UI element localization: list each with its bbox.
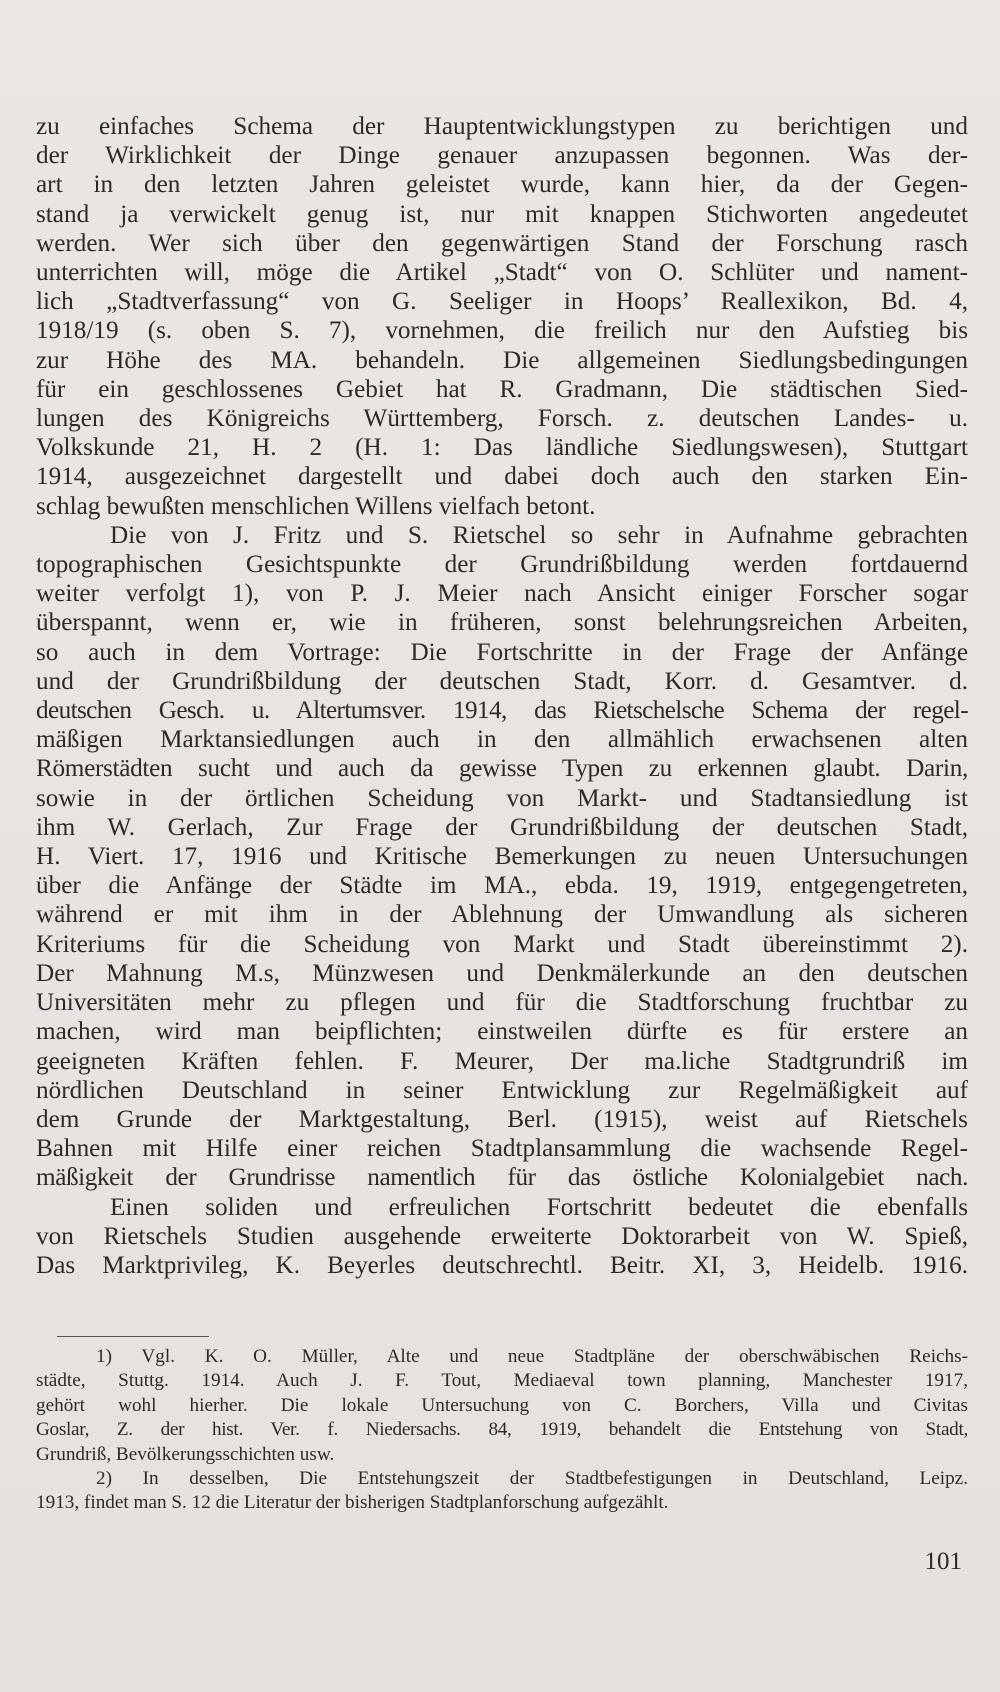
- footnote-divider: [57, 1336, 209, 1337]
- text-line: ihm W. Gerlach, Zur Frage der Grundrißbildung der deutschen Stadt,: [36, 813, 968, 841]
- text-line: unterrichten will, möge die Artikel „Stadt“ von O. Schlüter und nament-: [36, 259, 968, 287]
- text-line: nördlichen Deutschland in seiner Entwicklung zur Regelmäßigkeit auf: [36, 1076, 968, 1104]
- text-line: dem Grunde der Marktgestaltung, Berl. (1915), weist auf Rietschels: [36, 1105, 968, 1133]
- text-line: Der Mahnung M.s, Münzwesen und Denkmälerkunde an den deutschen: [36, 959, 968, 987]
- text-line: Die von J. Fritz und S. Rietschel so sehr in Aufnahme gebrachten: [110, 521, 968, 549]
- text-line: und der Grundrißbildung der deutschen Stadt, Korr. d. Gesamtver. d.: [36, 667, 968, 695]
- text-line: weiter verfolgt 1), von P. J. Meier nach Ansicht einiger Forscher sogar: [36, 580, 968, 608]
- page-number: 101: [924, 1548, 962, 1575]
- text-line: von Rietschels Studien ausgehende erweiterte Doktorarbeit von W. Spieß,: [36, 1222, 968, 1250]
- text-line: mäßigkeit der Grundrisse namentlich für das östliche Kolonialgebiet nach.: [36, 1164, 968, 1192]
- text-line: sowie in der örtlichen Scheidung von Markt- und Stadtansiedlung ist: [36, 784, 968, 812]
- text-line: über die Anfänge der Städte im MA., ebda. 19, 1919, entgegengetreten,: [36, 872, 968, 900]
- footnote-line: gehört wohl hierher. Die lokale Untersuchung von C. Borchers, Villa und Civitas: [36, 1394, 968, 1416]
- text-line: Das Marktprivileg, K. Beyerles deutschrechtl. Beitr. XI, 3, Heidelb. 1916.: [36, 1251, 968, 1279]
- text-line: Römerstädten sucht und auch da gewisse Typen zu erkennen glaubt. Darin,: [36, 755, 968, 783]
- text-line: topographischen Gesichtspunkte der Grundrißbildung werden fortdauernd: [36, 551, 968, 579]
- text-line: 1914, ausgezeichnet dargestellt und dabei doch auch den starken Ein-: [36, 463, 968, 491]
- text-line: der Wirklichkeit der Dinge genauer anzupassen begonnen. Was der-: [36, 142, 968, 170]
- footnotes: [36, 1345, 968, 1516]
- text-line: schlag bewußten menschlichen Willens vielfach betont.: [36, 492, 596, 520]
- footnote-line: Goslar, Z. der hist. Ver. f. Niedersachs. 84, 1919, behandelt die Entstehung von Stadt,: [36, 1419, 968, 1441]
- text-line: werden. Wer sich über den gegenwärtigen Stand der Forschung rasch: [36, 229, 968, 257]
- text-line: lich „Stadtverfassung“ von G. Seeliger in Hoops’ Reallexikon, Bd. 4,: [36, 288, 968, 316]
- text-line: Volkskunde 21, H. 2 (H. 1: Das ländliche Siedlungswesen), Stuttgart: [36, 434, 968, 462]
- text-line: so auch in dem Vortrage: Die Fortschritte in der Frage der Anfänge: [36, 638, 968, 666]
- text-line: lungen des Königreichs Württemberg, Forsch. z. deutschen Landes- u.: [36, 405, 968, 433]
- text-line: deutschen Gesch. u. Altertumsver. 1914, das Rietschelsche Schema der regel-: [36, 697, 968, 725]
- text-line: mäßigen Marktansiedlungen auch in den allmählich erwachsenen alten: [36, 726, 968, 754]
- text-line: H. Viert. 17, 1916 und Kritische Bemerkungen zu neuen Untersuchungen: [36, 843, 968, 871]
- text-line: geeigneten Kräften fehlen. F. Meurer, Der ma.liche Stadtgrundriß im: [36, 1047, 968, 1075]
- text-line: machen, wird man beipflichten; einstweilen dürfte es für erstere an: [36, 1018, 968, 1046]
- text-line: art in den letzten Jahren geleistet wurde, kann hier, da der Gegen-: [36, 171, 968, 199]
- text-line: zur Höhe des MA. behandeln. Die allgemeinen Siedlungsbedingungen: [36, 346, 968, 374]
- text-line: für ein geschlossenes Gebiet hat R. Gradmann, Die städtischen Sied-: [36, 375, 968, 403]
- footnote-line: Grundriß, Bevölkerungsschichten usw.: [36, 1443, 335, 1465]
- footnote-line: 1) Vgl. K. O. Müller, Alte und neue Stadtpläne der oberschwäbischen Reichs-: [96, 1346, 968, 1367]
- text-line: stand ja verwickelt genug ist, nur mit knappen Stichworten angedeutet: [36, 200, 968, 228]
- footnote-line: 1913, findet man S. 12 die Literatur der bisherigen Stadtplanforschung aufgezählt.: [36, 1492, 669, 1514]
- text-line: während er mit ihm in der Ablehnung der Umwandlung als sicheren: [36, 901, 968, 929]
- text-line: 1918/19 (s. oben S. 7), vornehmen, die freilich nur den Aufstieg bis: [36, 317, 968, 345]
- footnote-line: städte, Stuttg. 1914. Auch J. F. Tout, Mediaeval town planning, Manchester 1917,: [36, 1370, 968, 1392]
- text-line: überspannt, wenn er, wie in früheren, sonst belehrungsreichen Arbeiten,: [36, 609, 968, 637]
- text-line: Universitäten mehr zu pflegen und für die Stadtforschung fruchtbar zu: [36, 989, 968, 1017]
- main-text: [36, 112, 968, 1280]
- text-line: Bahnen mit Hilfe einer reichen Stadtplansammlung die wachsende Regel-: [36, 1135, 968, 1163]
- text-line: zu einfaches Schema der Hauptentwicklungstypen zu berichtigen und: [36, 113, 968, 140]
- text-line: Einen soliden und erfreulichen Fortschritt bedeutet die ebenfalls: [110, 1193, 968, 1221]
- text-line: Kriteriums für die Scheidung von Markt und Stadt übereinstimmt 2).: [36, 930, 968, 958]
- footnote-line: 2) In desselben, Die Entstehungszeit der Stadtbefestigungen in Deutschland, Leipz.: [96, 1468, 968, 1490]
